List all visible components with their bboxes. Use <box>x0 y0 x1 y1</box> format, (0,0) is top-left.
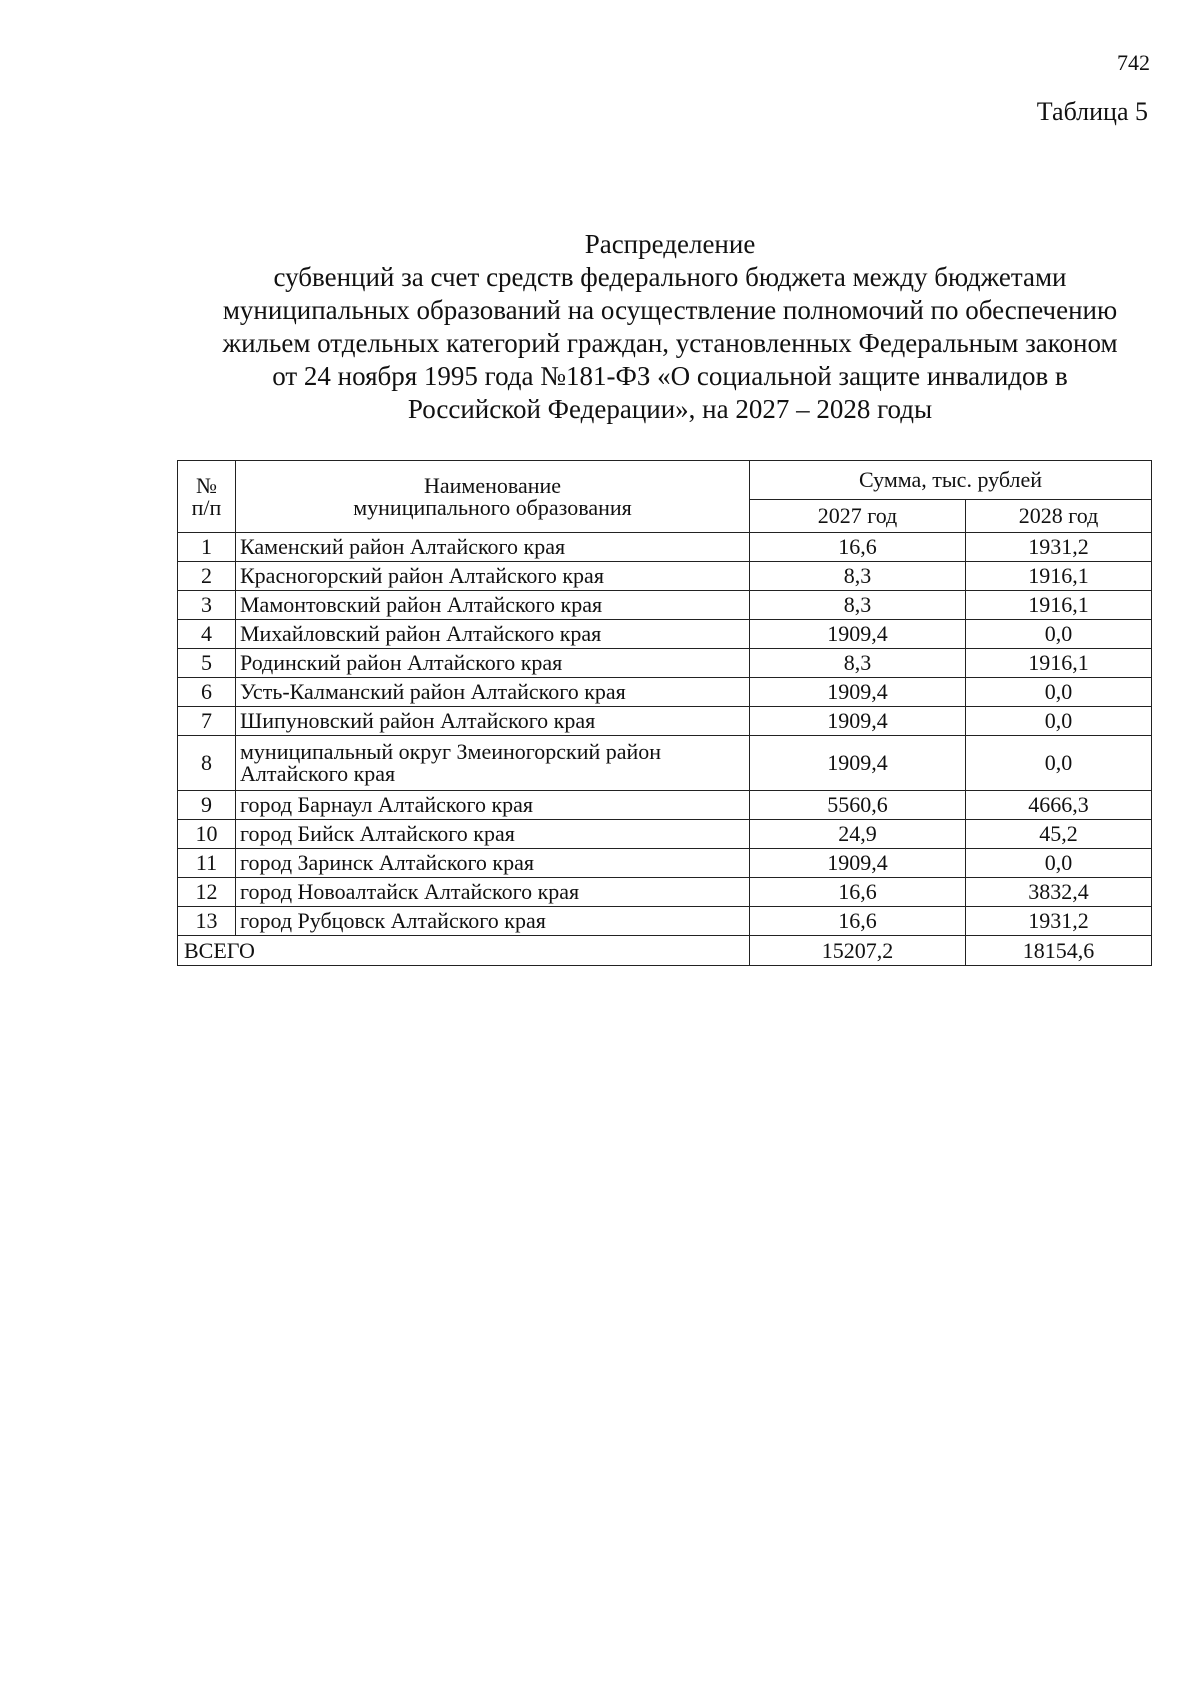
municipality-name: город Заринск Алтайского края <box>236 849 750 878</box>
row-number: 2 <box>178 562 236 591</box>
amount-2028: 1931,2 <box>966 533 1152 562</box>
table-row <box>178 707 1152 736</box>
amount-2027: 16,6 <box>750 907 966 936</box>
table-row <box>178 678 1152 707</box>
row-number: 13 <box>178 907 236 936</box>
municipality-name: Усть-Калманский район Алтайского края <box>236 678 750 707</box>
municipality-name: город Бийск Алтайского края <box>236 820 750 849</box>
table-row <box>178 878 1152 907</box>
amount-2028: 1916,1 <box>966 649 1152 678</box>
table-body <box>178 533 1152 966</box>
page-number: 742 <box>1117 50 1150 75</box>
table-row <box>178 620 1152 649</box>
amount-2028: 0,0 <box>966 678 1152 707</box>
table-total-row <box>178 936 1152 966</box>
heading-line: муниципальных образований на осуществление полномочий по обеспечению <box>222 295 1118 325</box>
amount-2027: 1909,4 <box>750 620 966 649</box>
total-label: ВСЕГО <box>178 936 750 966</box>
amount-2027: 1909,4 <box>750 849 966 878</box>
row-number: 7 <box>178 707 236 736</box>
row-number: 11 <box>178 849 236 878</box>
municipality-name: Красногорский район Алтайского края <box>236 562 750 591</box>
municipality-name: Мамонтовский район Алтайского края <box>236 591 750 620</box>
heading-line: Российской Федерации», на 2027 – 2028 годы <box>407 394 933 424</box>
total-2028: 18154,6 <box>966 936 1152 966</box>
amount-2028: 1916,1 <box>966 591 1152 620</box>
amount-2028: 1916,1 <box>966 562 1152 591</box>
table-row <box>178 649 1152 678</box>
amount-2028: 4666,3 <box>966 791 1152 820</box>
table-row <box>178 849 1152 878</box>
document-heading <box>170 228 1170 426</box>
table-row <box>178 736 1152 791</box>
table-row <box>178 907 1152 936</box>
table-row <box>178 820 1152 849</box>
municipality-name: Родинский район Алтайского края <box>236 649 750 678</box>
amount-2028: 0,0 <box>966 736 1152 791</box>
amount-2028: 0,0 <box>966 849 1152 878</box>
row-number: 5 <box>178 649 236 678</box>
row-number: 8 <box>178 736 236 791</box>
amount-2027: 24,9 <box>750 820 966 849</box>
amount-2027: 16,6 <box>750 533 966 562</box>
municipality-name: город Новоалтайск Алтайского края <box>236 878 750 907</box>
municipality-name: город Барнаул Алтайского края <box>236 791 750 820</box>
heading-line: субвенций за счет средств федерального бюджета между бюджетами <box>273 262 1067 292</box>
municipality-name: Михайловский район Алтайского края <box>236 620 750 649</box>
amount-2027: 1909,4 <box>750 678 966 707</box>
header-year-2028: 2028 год <box>966 500 1152 533</box>
row-number: 6 <box>178 678 236 707</box>
amount-2027: 8,3 <box>750 591 966 620</box>
table-row <box>178 533 1152 562</box>
table-label: Таблица 5 <box>1036 97 1148 126</box>
municipality-name: Шипуновский район Алтайского края <box>236 707 750 736</box>
total-2027: 15207,2 <box>750 936 966 966</box>
municipality-name: Каменский район Алтайского края <box>236 533 750 562</box>
municipality-name: город Рубцовск Алтайского края <box>236 907 750 936</box>
amount-2028: 0,0 <box>966 620 1152 649</box>
amount-2028: 0,0 <box>966 707 1152 736</box>
row-number: 10 <box>178 820 236 849</box>
amount-2027: 8,3 <box>750 649 966 678</box>
header-number: № п/п <box>178 461 236 533</box>
table-row <box>178 791 1152 820</box>
amount-2027: 1909,4 <box>750 707 966 736</box>
amount-2027: 5560,6 <box>750 791 966 820</box>
table-header-row <box>178 461 1152 500</box>
municipality-name: муниципальный округ Змеиногорский район Алтайского края <box>236 736 750 791</box>
table-row <box>178 591 1152 620</box>
heading-line: от 24 ноября 1995 года №181-ФЗ «О социальной защите инвалидов в <box>272 361 1068 391</box>
distribution-table <box>177 460 1152 966</box>
row-number: 12 <box>178 878 236 907</box>
amount-2028: 45,2 <box>966 820 1152 849</box>
amount-2028: 3832,4 <box>966 878 1152 907</box>
row-number: 9 <box>178 791 236 820</box>
amount-2027: 16,6 <box>750 878 966 907</box>
amount-2027: 1909,4 <box>750 736 966 791</box>
amount-2027: 8,3 <box>750 562 966 591</box>
table-row <box>178 562 1152 591</box>
amount-2028: 1931,2 <box>966 907 1152 936</box>
heading-title: Распределение <box>584 229 756 259</box>
header-sum: Сумма, тыс. рублей <box>750 461 1152 500</box>
row-number: 1 <box>178 533 236 562</box>
header-year-2027: 2027 год <box>750 500 966 533</box>
heading-line: жильем отдельных категорий граждан, установленных Федеральным законом <box>222 328 1118 358</box>
row-number: 4 <box>178 620 236 649</box>
row-number: 3 <box>178 591 236 620</box>
header-name: Наименование муниципального образования <box>236 461 750 533</box>
